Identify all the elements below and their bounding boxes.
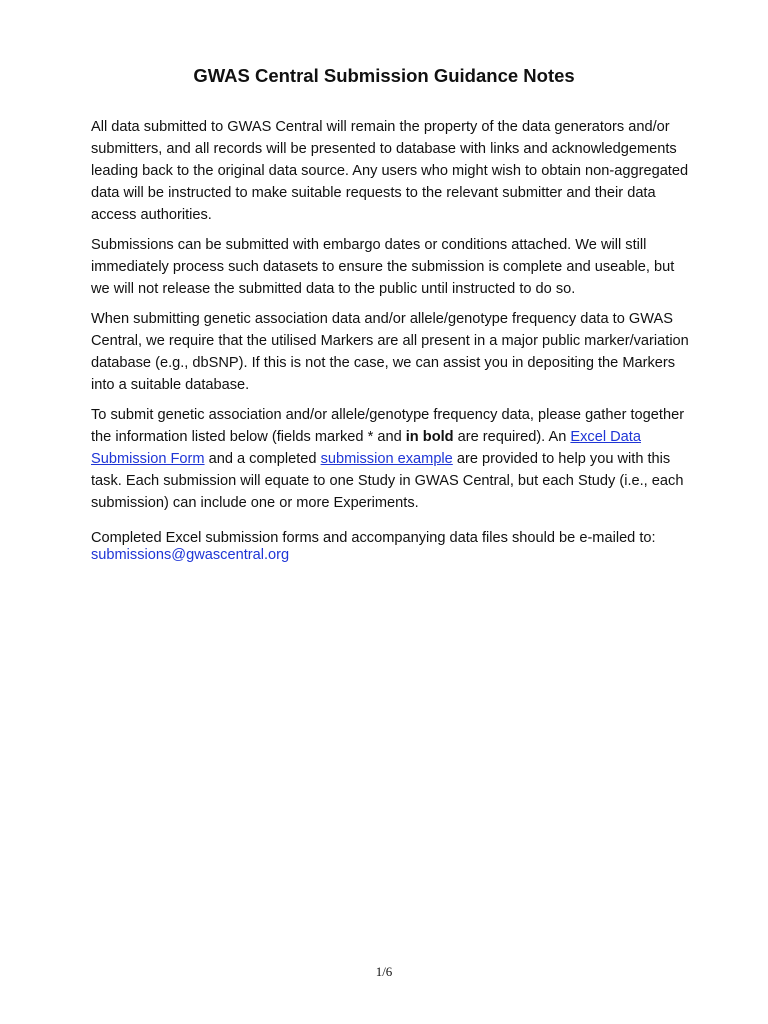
paragraph-submission-instructions <box>91 404 691 514</box>
paragraph-text: Completed Excel submission forms and accompanying data files should be e-mailed to: <box>91 530 656 546</box>
paragraph-text: are required). An <box>453 429 571 445</box>
paragraph-text: and a completed <box>204 451 321 467</box>
paragraph-ownership: All data submitted to GWAS Central will remain the property of the data generators and/or submitters, and all records will be presented to database with links and acknowledgements leading back to the original data source. Any users who might wish to obtain non-aggregated data will be instructed to make suitable requests to the relevant submitter and their data access authorities. <box>91 119 689 223</box>
paragraph-embargo: Submissions can be submitted with embargo dates or conditions attached. We will still immediately process such datasets to ensure the submission is complete and useable, but we will not release the submitted data to the public until instructed to do so. <box>91 237 675 297</box>
email-link[interactable]: submissions@gwascentral.org <box>91 547 290 563</box>
document-body <box>91 116 691 572</box>
paragraph-text: To submit genetic association and/or allele/genotype frequency data, please gather together the information listed below (fields marked * and <box>91 407 685 445</box>
page-number: 1/6 <box>375 964 393 979</box>
paragraph-text: are provided to help you with this task. Each submission will equate to one Study in GWAS Central, but each Study (i.e., each submission) can include one or more Experiments. <box>91 451 684 511</box>
document-title: GWAS Central Submission Guidance Notes <box>193 65 575 86</box>
bold-text: in bold <box>405 429 454 445</box>
submission-example-link[interactable]: submission example <box>320 451 453 467</box>
paragraph-email <box>91 530 691 564</box>
excel-form-link[interactable]: Excel Data Submission Form <box>91 429 641 467</box>
paragraph-markers: When submitting genetic association data and/or allele/genotype frequency data to GWAS Central, we require that the utilised Markers are all present in a major public marker/variation database (e.g., dbSNP). If this is not the case, we can assist you in depositing the Markers into a suitable database. <box>91 311 689 393</box>
